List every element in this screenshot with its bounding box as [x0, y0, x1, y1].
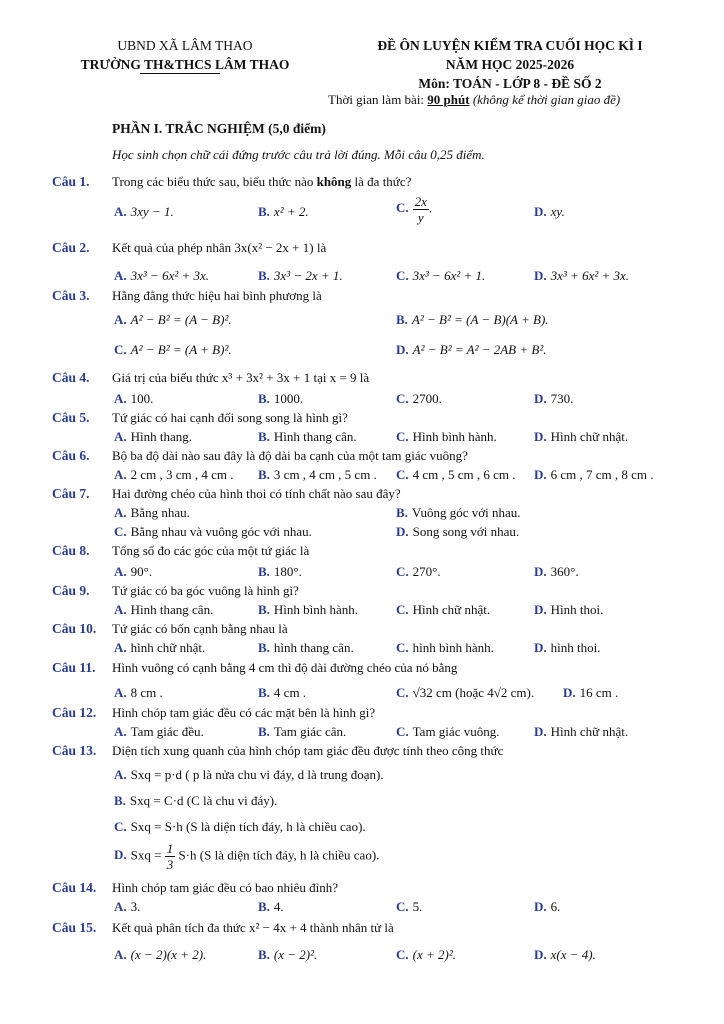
option-text: Hình chữ nhật.: [550, 429, 629, 444]
question-number: Câu 5.: [52, 410, 90, 425]
option-b[interactable]: [258, 391, 303, 407]
option-text: 3x³ − 6x² + 3x.: [130, 268, 210, 283]
option-d[interactable]: [534, 640, 600, 656]
option-a[interactable]: [114, 505, 190, 521]
option-label: A.: [114, 268, 127, 283]
question-text-bold: không: [316, 174, 352, 189]
option-a[interactable]: [114, 767, 384, 783]
option-label: B.: [114, 793, 126, 808]
option-b[interactable]: [396, 505, 521, 521]
option-label: D.: [534, 602, 547, 617]
option-b[interactable]: [258, 724, 346, 740]
option-label: D.: [534, 467, 547, 482]
option-c[interactable]: [396, 268, 485, 284]
option-text: Tam giác đều.: [130, 724, 204, 739]
option-text: Bằng nhau.: [130, 505, 190, 520]
option-text: A² − B² = A² − 2AB + B².: [412, 342, 547, 357]
option-label: C.: [396, 899, 409, 914]
fraction-numerator: 1: [166, 841, 174, 856]
option-text: Bằng nhau và vuông góc với nhau.: [130, 524, 312, 539]
option-text: Sxq = p·d ( p là nửa chu vi đáy, d là trung đoạn).: [130, 767, 384, 782]
question-text: Kết quả phân tích đa thức x² − 4x + 4 thành nhân tử là: [112, 920, 394, 935]
fraction: [165, 841, 176, 872]
option-text: A² − B² = (A + B)².: [130, 342, 232, 357]
option-label: D.: [534, 947, 547, 962]
option-text: 100.: [130, 391, 154, 406]
option-label: D.: [534, 899, 547, 914]
question-number: Câu 11.: [52, 660, 96, 675]
question-text: Tổng số đo các góc của một tứ giác là: [112, 543, 310, 558]
option-label: A.: [114, 767, 127, 782]
option-c[interactable]: [396, 391, 442, 407]
option-d[interactable]: [534, 724, 628, 740]
option-text: Hình thang.: [130, 429, 193, 444]
question-number: Câu 2.: [52, 240, 90, 255]
option-c[interactable]: [396, 640, 494, 656]
option-c[interactable]: [114, 524, 312, 540]
exam-title: ĐỀ ÔN LUYỆN KIỂM TRA CUỐI HỌC KÌ I: [377, 38, 643, 53]
option-text: 2700.: [412, 391, 442, 406]
option-text: 4 cm , 5 cm , 6 cm .: [412, 467, 516, 482]
option-b[interactable]: [258, 640, 354, 656]
fraction-numerator: 2x: [414, 194, 427, 209]
option-b[interactable]: [258, 685, 306, 701]
option-text: (x − 2)(x + 2).: [130, 947, 207, 962]
option-label: B.: [396, 505, 408, 520]
option-label: A.: [114, 467, 127, 482]
option-text: Song song với nhau.: [412, 524, 520, 539]
option-d[interactable]: [534, 899, 560, 915]
option-label: C.: [396, 200, 409, 216]
option-a[interactable]: [114, 204, 174, 220]
option-label: D.: [534, 429, 547, 444]
option-text: Tam giác vuông.: [412, 724, 500, 739]
option-b[interactable]: [396, 312, 549, 328]
option-label: D.: [396, 342, 409, 357]
question-text: Hình chóp tam giác đều có các mặt bên là hình gì?: [112, 705, 376, 720]
fraction: [413, 194, 429, 225]
question-text: Tứ giác có ba góc vuông là hình gì?: [112, 583, 299, 598]
option-label: D.: [534, 640, 547, 655]
option-text: A² − B² = (A − B)².: [130, 312, 232, 327]
option-label: D.: [534, 564, 547, 579]
option-text: Hình chữ nhật.: [550, 724, 629, 739]
option-label: C.: [396, 391, 409, 406]
option-text: 3x³ − 6x² + 1.: [412, 268, 486, 283]
question-text: Hai đường chéo của hình thoi có tính chất nào sau đây?: [112, 486, 401, 501]
question-number: Câu 9.: [52, 583, 90, 598]
option-a[interactable]: [114, 268, 209, 284]
option-text: 730.: [550, 391, 574, 406]
option-c[interactable]: [396, 564, 441, 580]
option-text: 3x³ + 6x² + 3x.: [550, 268, 630, 283]
option-label: C.: [396, 640, 409, 655]
option-c[interactable]: [396, 947, 456, 963]
option-text: Vuông góc với nhau.: [411, 505, 521, 520]
question-number: Câu 7.: [52, 486, 90, 501]
time-prefix: Thời gian làm bài:: [328, 92, 428, 107]
option-text: 270°.: [412, 564, 441, 579]
question-text: [112, 174, 411, 190]
option-label: A.: [114, 640, 127, 655]
question-text-post: là đa thức?: [351, 174, 412, 189]
option-label: B.: [258, 268, 270, 283]
question-number: Câu 14.: [52, 880, 97, 895]
option-text: hình thoi.: [550, 640, 601, 655]
option-d[interactable]: [534, 429, 628, 445]
option-text: Hình bình hành.: [412, 429, 497, 444]
option-text: 3xy − 1.: [130, 204, 174, 219]
option-text: x(x − 4).: [550, 947, 596, 962]
option-text: 3.: [130, 899, 141, 914]
school-block: [70, 36, 300, 74]
option-label: C.: [396, 947, 409, 962]
time-note: (không kể thời gian giao đề): [469, 92, 621, 107]
question-text: Hình chóp tam giác đều có bao nhiêu đỉnh?: [112, 880, 338, 895]
question-text: Kết quả của phép nhân 3x(x² − 2x + 1) là: [112, 240, 327, 255]
exam-time: [328, 92, 620, 108]
option-label: C.: [396, 685, 409, 700]
question-number: Câu 6.: [52, 448, 90, 463]
option-text: 3 cm , 4 cm , 5 cm .: [273, 467, 377, 482]
question-number: Câu 8.: [52, 543, 90, 558]
option-label: A.: [114, 685, 127, 700]
option-b[interactable]: [258, 268, 343, 284]
option-d[interactable]: [534, 204, 565, 220]
option-a[interactable]: [114, 685, 163, 701]
option-a[interactable]: [114, 602, 213, 618]
option-label: C.: [396, 602, 409, 617]
option-label: D.: [396, 524, 409, 539]
option-text: 3x³ − 2x + 1.: [273, 268, 343, 283]
option-text: x² + 2.: [273, 204, 309, 219]
option-a[interactable]: [114, 640, 205, 656]
exam-title-block: [330, 36, 690, 93]
option-a[interactable]: [114, 947, 206, 963]
option-a[interactable]: [114, 724, 204, 740]
option-text: 2 cm , 3 cm , 4 cm .: [130, 467, 234, 482]
option-d[interactable]: [534, 391, 573, 407]
option-a[interactable]: [114, 564, 152, 580]
option-label: B.: [258, 947, 270, 962]
option-text: 6.: [550, 899, 561, 914]
option-label: A.: [114, 724, 127, 739]
option-label: A.: [114, 899, 127, 914]
option-text: Hình bình hành.: [273, 602, 359, 617]
fraction-denominator: y: [417, 210, 424, 225]
option-text: Sxq = S·h (S là diện tích đáy, h là chiều cao).: [130, 819, 366, 834]
option-c[interactable]: [396, 602, 490, 618]
option-label: A.: [114, 564, 127, 579]
option-b[interactable]: [258, 947, 317, 963]
option-label: D.: [534, 204, 547, 219]
option-text: (x − 2)².: [273, 947, 318, 962]
option-c[interactable]: [396, 724, 499, 740]
option-label: C.: [114, 342, 127, 357]
option-c[interactable]: [396, 429, 497, 445]
option-text: hình chữ nhật.: [130, 640, 206, 655]
option-text-post: S·h (S là diện tích đáy, h là chiều cao).: [178, 847, 380, 863]
option-text: hình thang cân.: [273, 640, 354, 655]
option-a[interactable]: [114, 467, 234, 483]
option-label: B.: [258, 391, 270, 406]
fraction-denominator: 3: [166, 857, 174, 872]
option-d[interactable]: [396, 524, 519, 540]
option-b[interactable]: [258, 429, 357, 445]
option-label: C.: [114, 524, 127, 539]
question-text: Giá trị của biểu thức x³ + 3x² + 3x + 1 tại x = 9 là: [112, 370, 370, 385]
option-d[interactable]: [396, 342, 546, 358]
option-text: (x + 2)².: [412, 947, 456, 962]
option-label: D.: [534, 391, 547, 406]
option-label: B.: [258, 685, 270, 700]
option-d[interactable]: [534, 947, 596, 963]
option-c[interactable]: [396, 899, 422, 915]
option-label: A.: [114, 204, 127, 219]
question-text-pre: Trong các biểu thức sau, biểu thức nào: [112, 174, 317, 189]
question-text: Tứ giác có bốn cạnh bằng nhau là: [112, 621, 288, 636]
option-label: A.: [114, 947, 127, 962]
option-c[interactable]: [396, 685, 534, 701]
question-number: Câu 4.: [52, 370, 90, 385]
option-text: Hình chữ nhật.: [412, 602, 491, 617]
option-label: D.: [534, 724, 547, 739]
option-a[interactable]: [114, 391, 153, 407]
option-text: A² − B² = (A − B)(A + B).: [411, 312, 549, 327]
option-label: B.: [258, 724, 270, 739]
option-label: D.: [534, 268, 547, 283]
option-b[interactable]: [258, 602, 358, 618]
option-text: 4 cm .: [273, 685, 307, 700]
option-label: C.: [396, 268, 409, 283]
option-text: Hình thang cân.: [130, 602, 214, 617]
school-line1: UBND XÃ LÂM THAO: [117, 38, 253, 53]
option-text: Tam giác cân.: [273, 724, 347, 739]
option-d[interactable]: [534, 467, 654, 483]
option-c[interactable]: [114, 342, 232, 358]
question-number: Câu 13.: [52, 743, 97, 758]
option-label: C.: [396, 429, 409, 444]
option-text: 360°.: [550, 564, 579, 579]
option-a[interactable]: [114, 429, 192, 445]
question-text: Bộ ba độ dài nào sau đây là độ dài ba cạnh của một tam giác vuông?: [112, 448, 468, 463]
option-text: 5.: [412, 899, 423, 914]
option-b[interactable]: [258, 899, 284, 915]
option-a[interactable]: [114, 899, 140, 915]
option-d[interactable]: [114, 841, 379, 872]
option-c[interactable]: C. $\frac{2x}{y}$ .: [396, 194, 433, 225]
option-d[interactable]: [563, 685, 618, 701]
school-underline: [140, 73, 220, 74]
option-d[interactable]: [534, 602, 603, 618]
option-b[interactable]: [258, 204, 309, 220]
option-label: B.: [258, 640, 270, 655]
school-line2: TRƯỜNG TH&THCS LÂM THAO: [80, 57, 290, 72]
option-label: B.: [396, 312, 408, 327]
option-label: D.: [563, 685, 576, 700]
option-text-pre: Sxq =: [130, 847, 165, 863]
option-label: B.: [258, 429, 270, 444]
option-text: 180°.: [273, 564, 302, 579]
option-text: xy.: [550, 204, 565, 219]
option-c[interactable]: [114, 819, 366, 835]
option-label: A.: [114, 505, 127, 520]
option-text: 1000.: [273, 391, 304, 406]
option-text: 6 cm , 7 cm , 8 cm .: [550, 467, 654, 482]
option-text: 16 cm .: [579, 685, 619, 700]
option-label: B.: [258, 564, 270, 579]
option-d[interactable]: [534, 268, 629, 284]
question-text: Hình vuông có cạnh bằng 4 cm thì độ dài đường chéo của nó bằng: [112, 660, 458, 675]
option-label: A.: [114, 312, 127, 327]
question-text: Diện tích xung quanh của hình chóp tam giác đều được tính theo công thức: [112, 743, 504, 758]
part1-title: PHẦN I. TRẮC NGHIỆM (5,0 điểm): [112, 121, 326, 136]
option-label: A.: [114, 391, 127, 406]
option-c[interactable]: [396, 467, 516, 483]
exam-subject: Môn: TOÁN - LỚP 8 - ĐỀ SỐ 2: [418, 76, 602, 91]
option-b[interactable]: [258, 564, 302, 580]
option-text: Sxq = C·d (C là chu vi đáy).: [129, 793, 278, 808]
option-text: 4.: [273, 899, 284, 914]
option-text: hình bình hành.: [412, 640, 494, 655]
option-text: Hình thoi.: [550, 602, 604, 617]
option-text: 90°.: [130, 564, 153, 579]
question-number: Câu 12.: [52, 705, 97, 720]
option-a[interactable]: [114, 312, 232, 328]
question-number: Câu 10.: [52, 621, 97, 636]
part1-instruction: Học sinh chọn chữ cái đứng trước câu trả lời đúng. Mỗi câu 0,25 điểm.: [112, 147, 485, 162]
option-text: √32 cm (hoặc 4√2 cm).: [412, 685, 535, 700]
option-label: C.: [114, 819, 127, 834]
option-label: C.: [396, 564, 409, 579]
option-label: B.: [258, 467, 270, 482]
option-label: D.: [114, 847, 127, 863]
option-label: B.: [258, 204, 270, 219]
question-text: Hằng đẳng thức hiệu hai bình phương là: [112, 288, 322, 303]
option-text: 8 cm .: [130, 685, 163, 700]
exam-year: NĂM HỌC 2025-2026: [445, 57, 575, 72]
option-b[interactable]: [258, 467, 377, 483]
question-text: Tứ giác có hai cạnh đối song song là hình gì?: [112, 410, 348, 425]
option-label: A.: [114, 429, 127, 444]
option-d[interactable]: [534, 564, 579, 580]
option-label: A.: [114, 602, 127, 617]
time-value: 90 phút: [427, 92, 470, 107]
option-label: B.: [258, 602, 270, 617]
option-label: C.: [396, 467, 409, 482]
question-number: Câu 1.: [52, 174, 90, 189]
option-b[interactable]: [114, 793, 277, 809]
option-label: B.: [258, 899, 270, 914]
question-number: Câu 3.: [52, 288, 90, 303]
question-number: Câu 15.: [52, 920, 97, 935]
option-text: Hình thang cân.: [273, 429, 357, 444]
option-label: C.: [396, 724, 409, 739]
